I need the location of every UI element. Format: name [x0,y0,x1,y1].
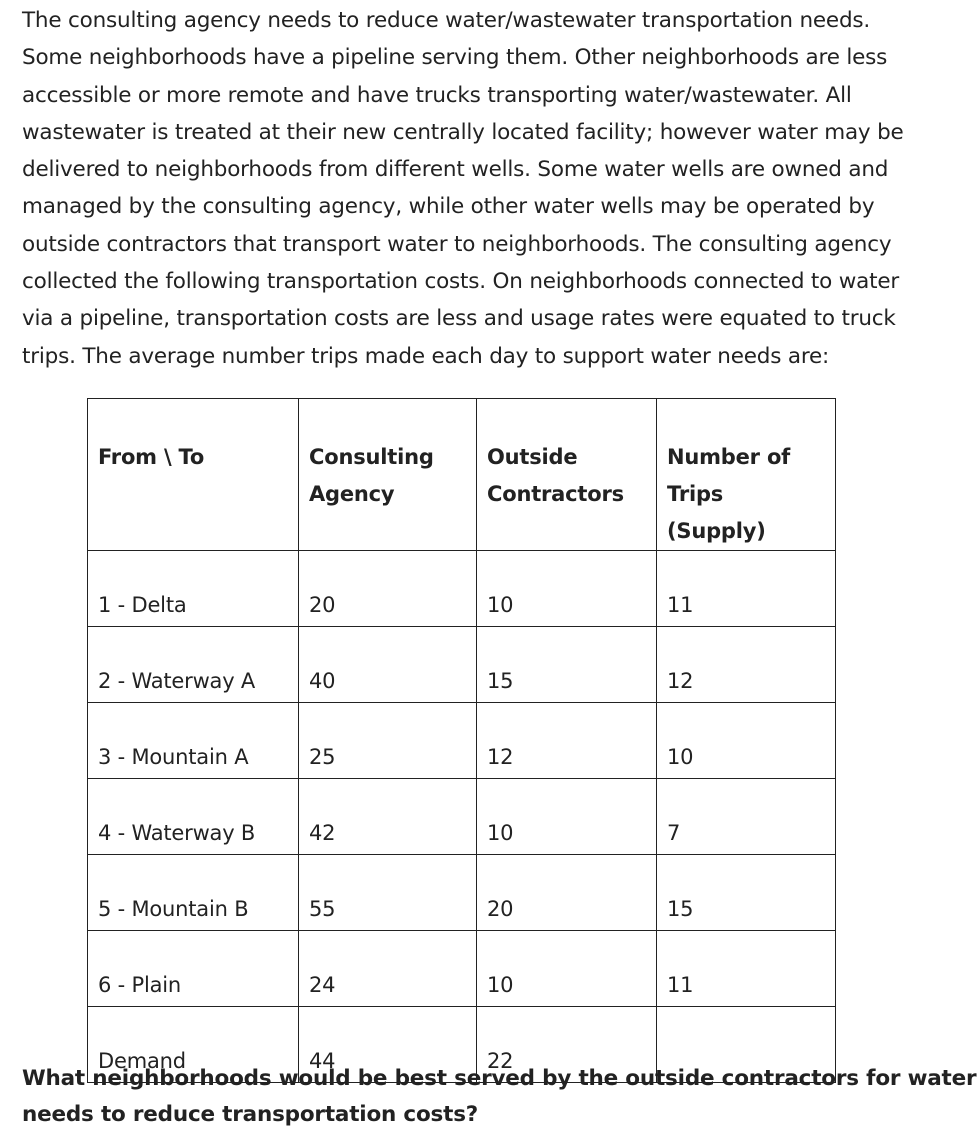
question-line: What neighborhoods would be best served by the outside contractors for water [22,1066,977,1091]
header-outside-contractors: Outside Contractors [477,399,657,551]
row-name: 1 - Delta [88,551,299,627]
row-name: 4 - Waterway B [88,779,299,855]
supply-trips: 7 [657,779,836,855]
consulting-cost: 42 [299,779,477,855]
table-row [88,703,836,779]
outside-cost: 10 [477,779,657,855]
intro-line: wastewater is treated at their new centrally located facility; however water may be [22,119,904,145]
intro-line: accessible or more remote and have trucks transporting water/wastewater. All [22,82,852,108]
consulting-cost: 55 [299,855,477,931]
table-row [88,779,836,855]
table-header-row [88,399,836,551]
intro-line: The consulting agency needs to reduce water/wastewater transportation needs. [22,8,871,33]
header-from-to: From \ To [88,399,299,551]
question-text [22,1061,977,1133]
outside-cost: 15 [477,627,657,703]
row-name: 3 - Mountain A [88,703,299,779]
outside-cost: 10 [477,931,657,1007]
demand-consulting: 44 [299,1007,477,1083]
intro-line: collected the following transportation costs. On neighborhoods connected to water [22,269,899,295]
outside-cost: 20 [477,855,657,931]
demand-label: Demand [88,1007,299,1083]
intro-line: outside contractors that transport water to neighborhoods. The consulting agency [22,231,892,257]
row-name: 2 - Waterway A [88,627,299,703]
supply-trips: 12 [657,627,836,703]
demand-outside: 22 [477,1007,657,1083]
consulting-cost: 24 [299,931,477,1007]
intro-line: via a pipeline, transportation costs are less and usage rates were equated to truck [22,306,896,332]
table-row [88,931,836,1007]
row-name: 6 - Plain [88,931,299,1007]
consulting-cost: 20 [299,551,477,627]
row-name: 5 - Mountain B [88,855,299,931]
intro-line: delivered to neighborhoods from different wells. Some water wells are owned and [22,157,889,183]
supply-trips: 11 [657,931,836,1007]
supply-trips: 10 [657,703,836,779]
table-row [88,551,836,627]
consulting-cost: 40 [299,627,477,703]
table-row [88,855,836,931]
question-line: needs to reduce transportation costs? [22,1102,479,1127]
header-number-of-trips: Number of Trips (Supply) [657,399,836,551]
transportation-cost-table [87,398,836,1083]
supply-trips: 11 [657,551,836,627]
outside-cost: 10 [477,551,657,627]
header-consulting-agency: Consulting Agency [299,399,477,551]
intro-line: Some neighborhoods have a pipeline serving them. Other neighborhoods are less [22,45,888,71]
consulting-cost: 25 [299,703,477,779]
table-row [88,627,836,703]
outside-cost: 12 [477,703,657,779]
intro-line: managed by the consulting agency, while other water wells may be operated by [22,194,875,220]
supply-trips: 15 [657,855,836,931]
intro-paragraph [22,2,972,375]
intro-line: trips. The average number trips made each day to support water needs are: [22,343,830,369]
